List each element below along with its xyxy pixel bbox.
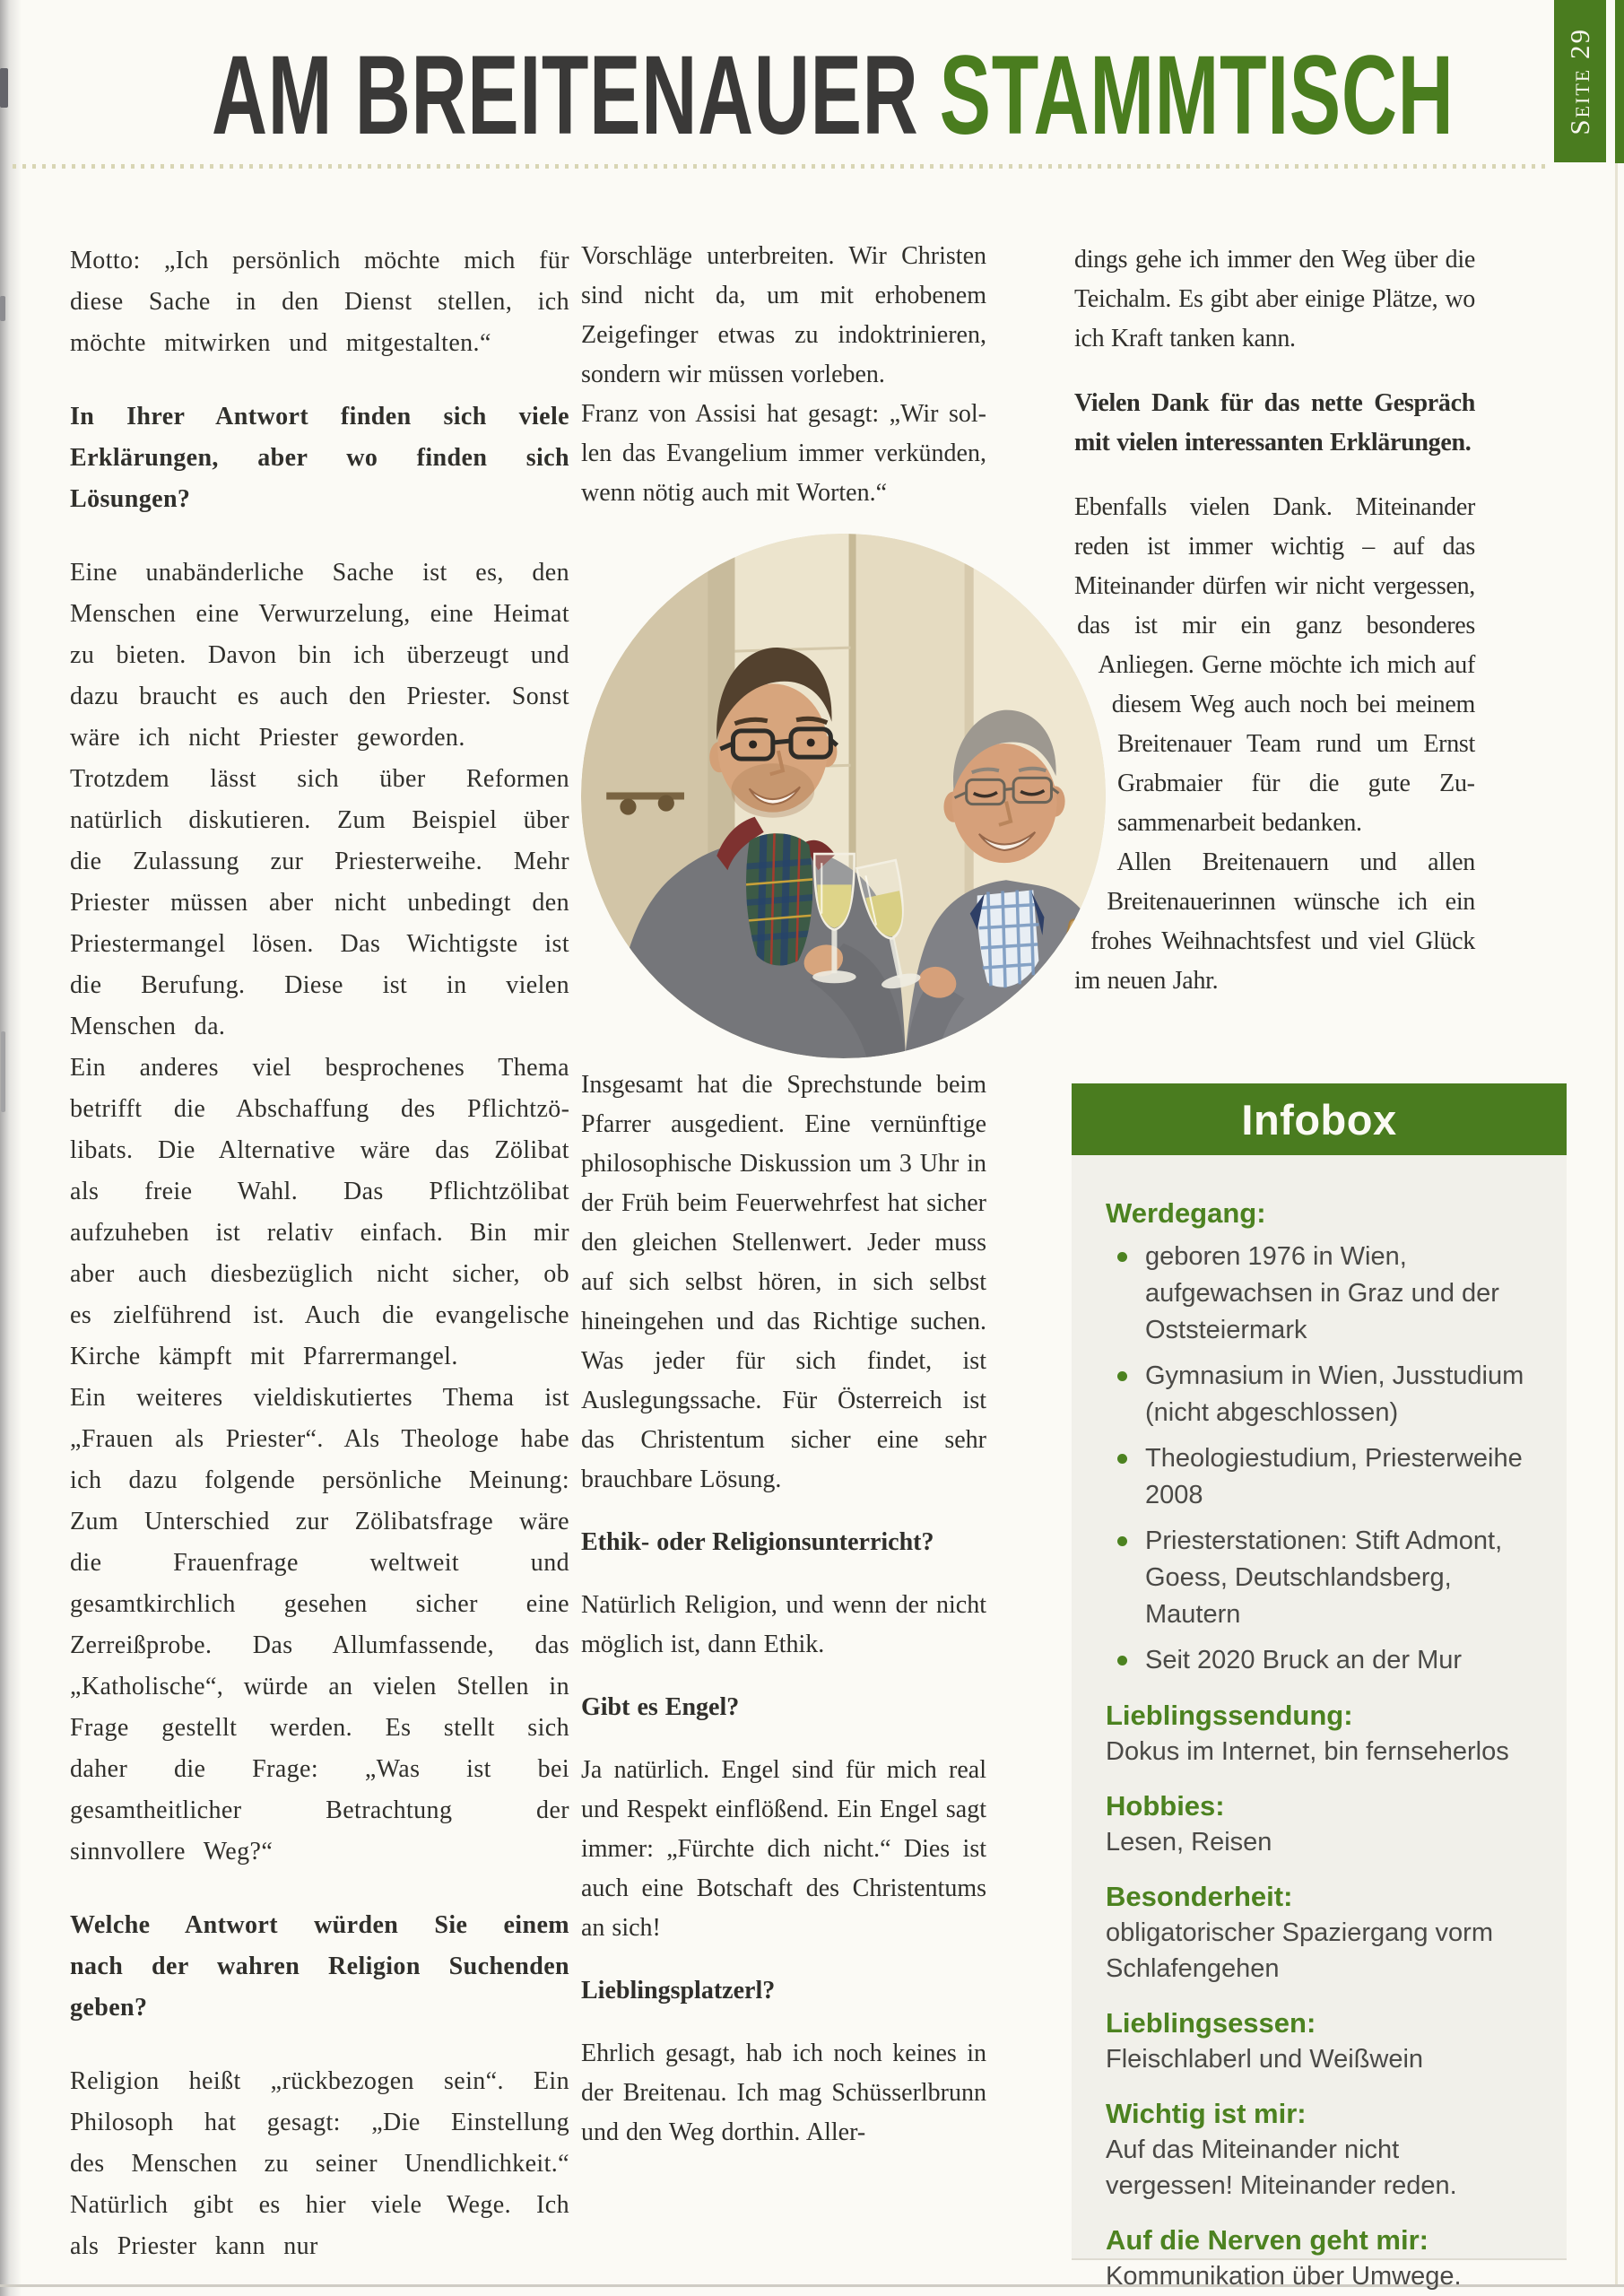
article-paragraph: dings gehe ich immer den Weg über die Teichalm. Es gibt aber einige Plätze, wo ich Kraft tanken kann. (1074, 246, 1475, 352)
list-item-text: Seit 2020 Bruck an der Mur (1145, 1646, 1463, 1674)
page-title-green: STAMMTISCH (939, 33, 1455, 158)
infobox-section (1106, 1787, 1533, 1860)
infobox-section (1106, 1697, 1533, 1770)
infobox-body (1072, 1155, 1567, 2291)
infobox-label: Lieblingssendung: (1106, 1700, 1353, 1731)
page-gutter-shadow (0, 0, 22, 2296)
scan-mark (0, 296, 5, 321)
page-title (212, 33, 1455, 158)
page-number-label: Seite 29 (1564, 27, 1595, 135)
page-title-black: AM BREITENAUER (212, 33, 919, 158)
stammtisch-photo (581, 534, 1106, 1058)
infobox-label: Lieblingsessen: (1106, 2007, 1316, 2039)
column-2 (581, 237, 986, 2152)
infobox-value: Dokus im Internet, bin fernseherlos (1106, 1737, 1509, 1766)
list-item (1106, 1239, 1533, 1349)
page-number-tab (1554, 0, 1606, 162)
infobox-label: Auf die Nerven geht mir: (1106, 2224, 1429, 2256)
interview-question: Gibt es Engel? (581, 1693, 740, 1721)
article-paragraph: Motto: „Ich persönlich möchte mich für diese Sache in den Dienst stellen, ich möchte mitwirken und mitgestalten.“ (70, 247, 569, 357)
list-item-text: Theologiestudium, Priesterweihe 2008 (1145, 1444, 1523, 1509)
infobox (1072, 1083, 1567, 2291)
article-paragraph: Ebenfalls vielen Dank. Miteinander reden ist immer wichtig – auf das Miteinander dürfen wir nicht vergessen, das ist mir ein ganz besonderes Anliegen. Gerne möchte ich mich auf diesem Weg auch noch bei meinem Breitenauer Team rund um Ernst Grabmaier für die gute Zusammenarbeit bedanken. (1074, 493, 1475, 837)
scan-mark (1, 1031, 5, 1112)
article-paragraph: Insgesamt hat die Sprechstunde beim Pfarrer ausgedient. Eine vernünftige philosophische Diskussion um 3 Uhr in der Früh beim Feuerwehrfest hat sicher den gleichen Stellenwert. Jeder muss auf sich selbst hören, in sich selbst hineingehen und das Richtige suchen. Was jeder für sich findet, ist Auslegungssache. Für Österreich ist das Christentum sicher eine sehr brauchbare Lösung. (581, 1071, 986, 1493)
infobox-section (1106, 2222, 1533, 2294)
interview-question: In Ihrer Antwort finden sich viele Erklärungen, aber wo finden sich Lösungen? (70, 403, 569, 513)
page-edge-line (1615, 163, 1618, 2284)
infobox-label: Hobbies: (1106, 1790, 1225, 1822)
list-item-text: geboren 1976 in Wien, aufgewachsen in Graz und der Oststeiermark (1145, 1242, 1499, 1344)
infobox-section (1106, 2005, 1533, 2077)
column-1 (70, 240, 569, 2267)
infobox-section (1106, 1878, 1533, 1987)
list-item-text: Priesterstationen: Stift Admont, Goess, Deutschlandsberg, Mautern (1145, 1526, 1503, 1629)
list-item (1106, 1440, 1533, 1514)
article-paragraph: Franz von Assisi hat gesagt: „Wir sollen das Evangelium immer verkünden, wenn nötig auch mit Worten.“ (581, 400, 986, 507)
infobox-section (1106, 2095, 1533, 2204)
werdegang-list (1106, 1239, 1533, 1679)
interview-question: Vielen Dank für das nette Gespräch mit vielen interessanten Erklärungen. (1074, 389, 1475, 457)
infobox-value: Kommunikation über Umwege. (1106, 2262, 1462, 2291)
infobox-label: Besonderheit: (1106, 1881, 1293, 1912)
stammtisch-photo-illustration (581, 534, 1106, 1058)
infobox-value: Lesen, Reisen (1106, 1828, 1272, 1857)
article-paragraph: Eine unabänderliche Sache ist es, den Menschen eine Verwurzelung, eine Heimat zu bieten. Davon bin ich überzeugt und dazu braucht es auch den Priester. Sonst wäre ich nicht Priester geworden. (70, 559, 569, 752)
list-item (1106, 1523, 1533, 1633)
page-edge-strip (1615, 0, 1624, 163)
interview-question: Welche Antwort würden Sie einem nach der wahren Religion Suchenden geben? (70, 1911, 569, 2022)
list-item (1106, 1642, 1533, 1679)
article-paragraph: Trotzdem lässt sich über Reformen natürlich diskutieren. Zum Beispiel über die Zulassung zur Priesterweihe. Mehr Priester müssen aber nicht unbedingt den Priestermangel lösen. Das Wichtigste ist die Berufung. Diese ist in vielen Menschen da. (70, 765, 569, 1040)
article-paragraph: Ja natürlich. Engel sind für mich real und Respekt einflößend. Ein Engel sagt immer: „Fürchte dich nicht.“ Dies ist auch eine Botschaft des Christentums an sich! (581, 1756, 986, 1942)
article-paragraph: Vorschläge unterbreiten. Wir Christen sind nicht da, um mit erhobenem Zeigefinger etwas zu indoktrinieren, sondern wir müssen vorleben. (581, 242, 986, 388)
infobox-label-werdegang: Werdegang: (1106, 1197, 1266, 1229)
article-paragraph: Ein weiteres vieldiskutiertes Thema ist „Frauen als Priester“. Als Theologe habe ich dazu folgende persönliche Meinung: Zum Unterschied zur Zölibatsfrage wäre die Frauenfrage weltweit und gesamtkirchlich gesehen sicher eine Zerreißprobe. Das Allumfassende, das „Katholische“, würde an vielen Stellen in Frage gestellt werden. Es stellt sich daher die Frage: „Was ist bei gesamtheitlicher Betrachtung der sinnvollere Weg?“ (70, 1384, 569, 1866)
infobox-value: Auf das Miteinander nicht vergessen! Miteinander reden. (1106, 2135, 1457, 2200)
dotted-divider (13, 164, 1548, 169)
interview-question: Lieblingsplatzerl? (581, 1977, 776, 2005)
article-paragraph: Ein anderes viel besprochenes Thema betrifft die Abschaffung des Pflichtzölibats. Die Alternative wäre das Zölibat als freie Wahl. Das Pflichtzölibat aufzuheben ist relativ einfach. Bin mir aber auch diesbezüglich nicht sicher, ob es zielführend ist. Auch die evangelische Kirche kämpft mit Pfarrermangel. (70, 1054, 569, 1370)
infobox-label: Wichtig ist mir: (1106, 2098, 1307, 2129)
scan-mark (0, 68, 8, 108)
interview-question: Ethik- oder Religionsunterricht? (581, 1528, 934, 1556)
article-paragraph: Ehrlich gesagt, hab ich noch keines in der Breitenau. Ich mag Schüsserlbrunn und den Weg dorthin. Aller- (581, 2039, 986, 2146)
infobox-value: obligatorischer Spaziergang vorm Schlafengehen (1106, 1918, 1493, 1983)
list-item-text: Gymnasium in Wien, Jusstudium (nicht abgeschlossen) (1145, 1361, 1524, 1427)
article-paragraph: Natürlich Religion, und wenn der nicht möglich ist, dann Ethik. (581, 1591, 986, 1658)
article-paragraph: Allen Breitenauern und allen Breitenauerinnen wünsche ich ein frohes Weihnachtsfest und viel Glück im neuen Jahr. (1074, 848, 1475, 995)
article-paragraph: Religion heißt „rückbezogen sein“. Ein Philosoph hat gesagt: „Die Einstellung des Menschen zu seiner Unendlichkeit.“ Natürlich gibt es hier viele Wege. Ich als Priester kann nur (70, 2067, 569, 2260)
infobox-header (1072, 1083, 1567, 1155)
infobox-title: Infobox (1241, 1095, 1397, 1144)
column-3 (1074, 240, 1475, 1083)
infobox-value: Fleischlaberl und Weißwein (1106, 2045, 1424, 2074)
list-item (1106, 1358, 1533, 1431)
